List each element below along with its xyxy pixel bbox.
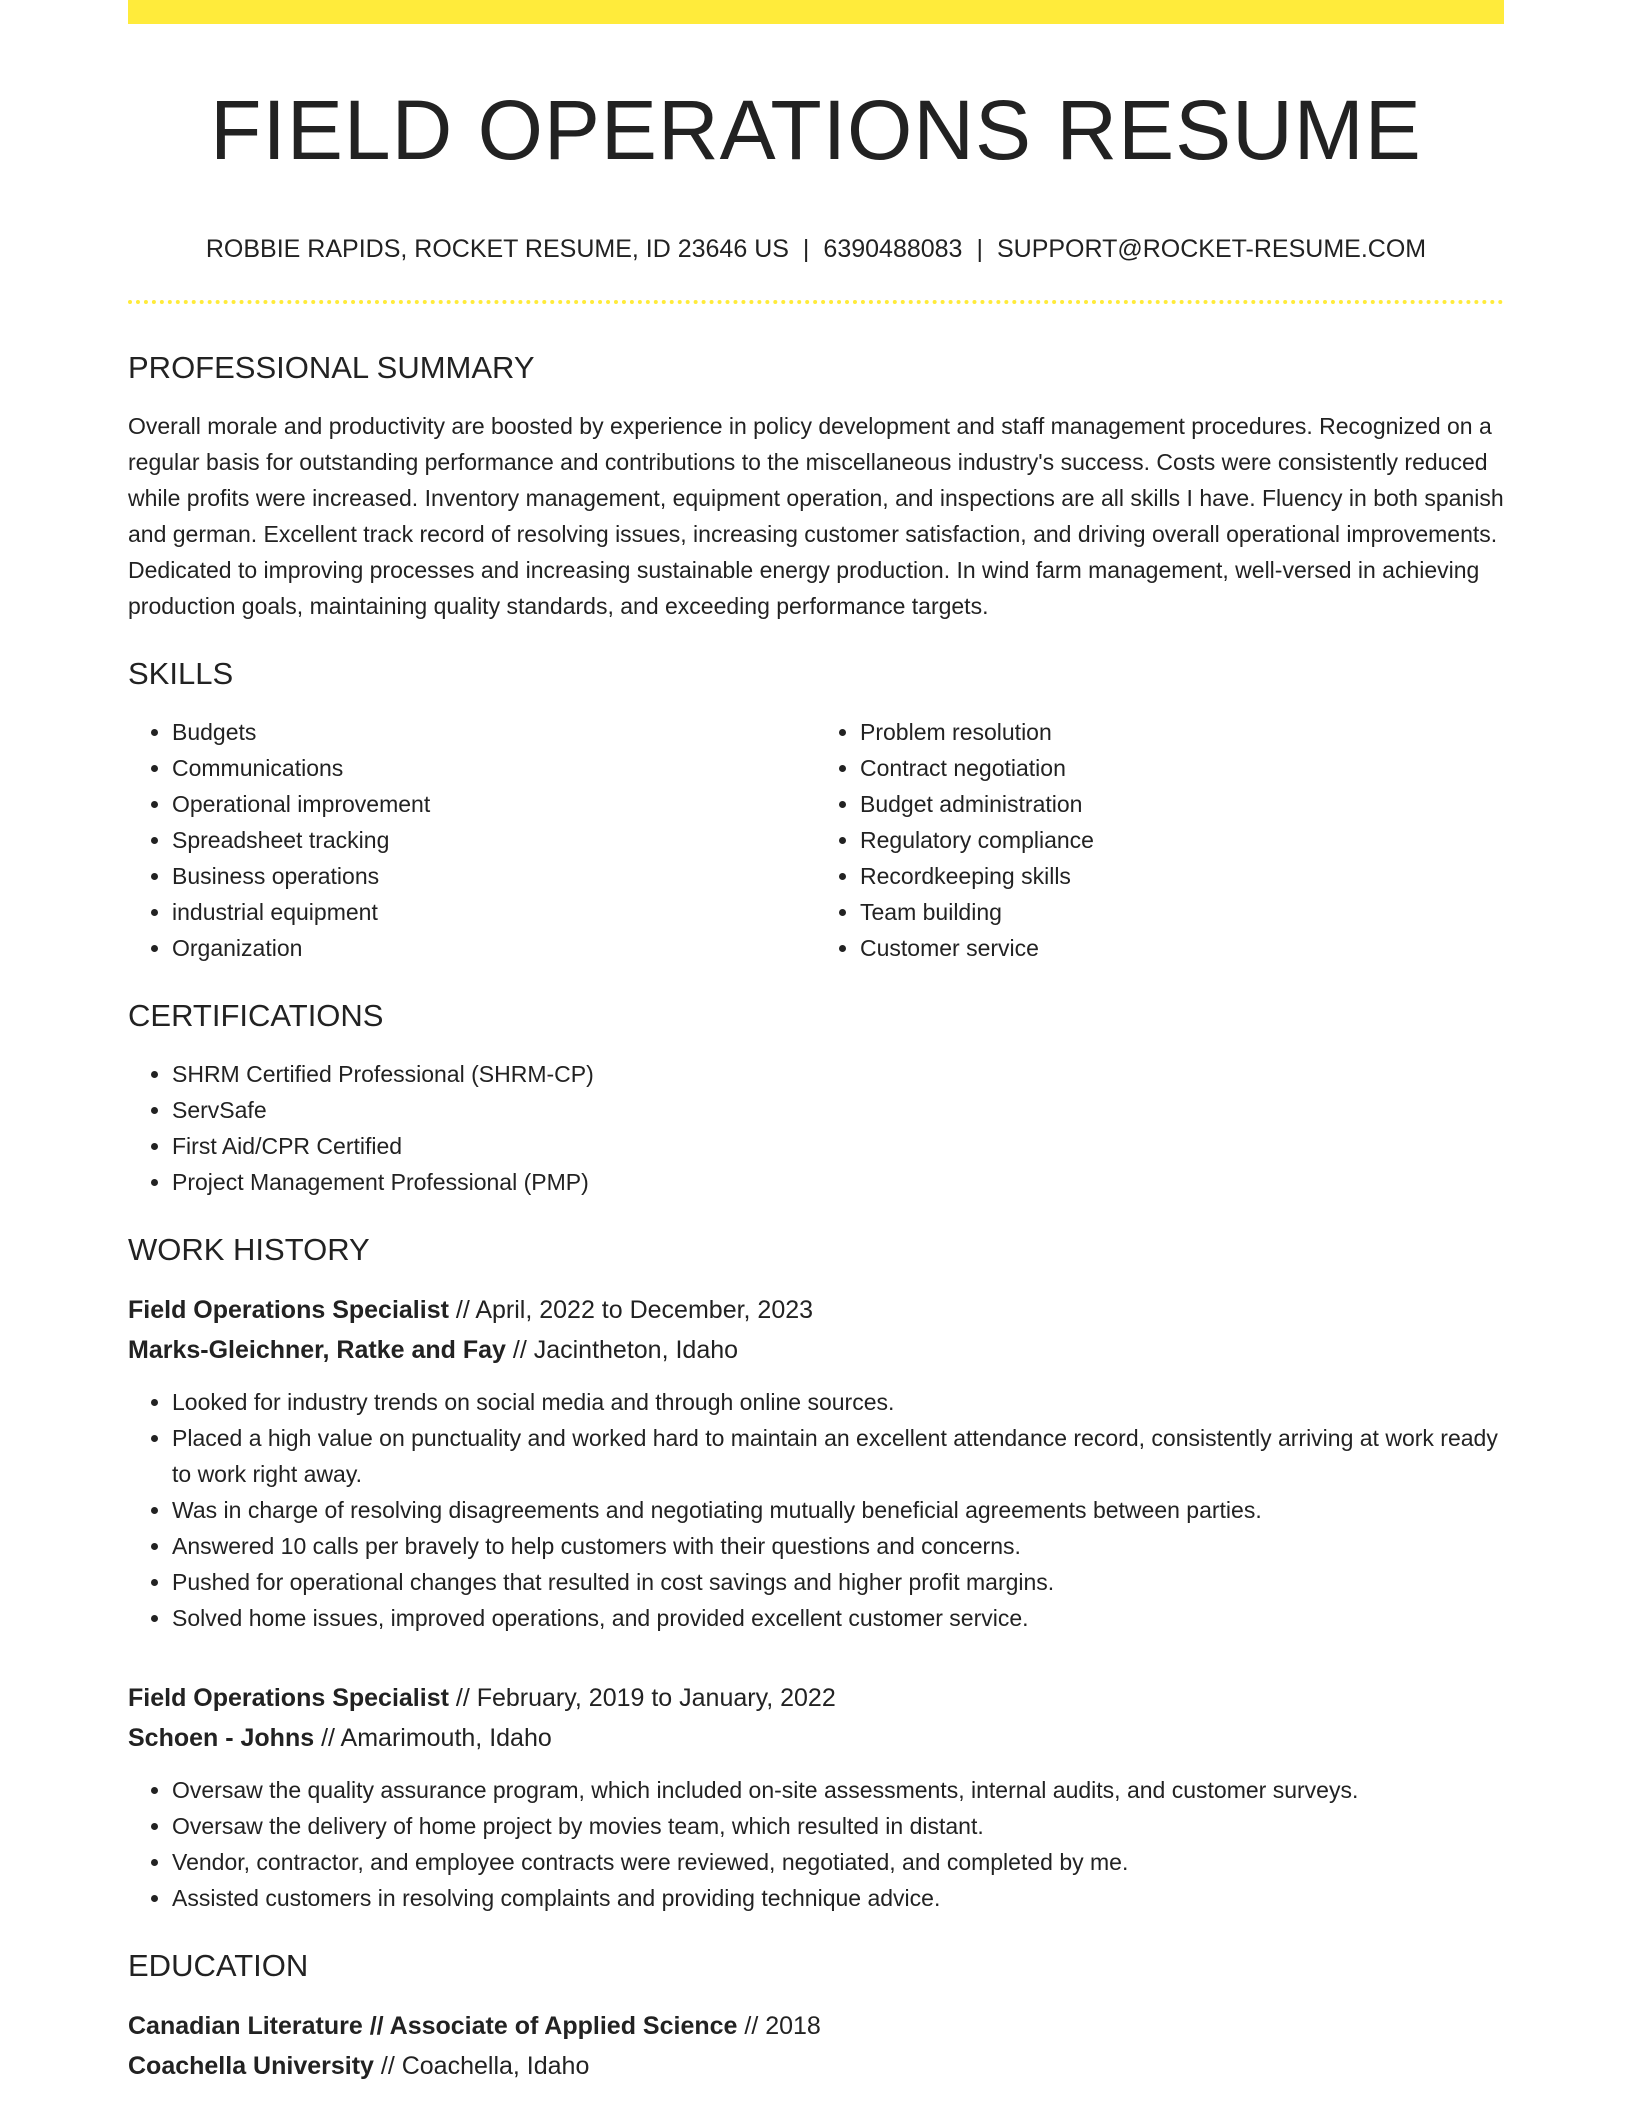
education-degree: Canadian Literature // Associate of Applied Science xyxy=(128,2012,738,2040)
skill-item: • Recordkeeping skills xyxy=(860,858,1504,894)
job-bullets xyxy=(128,1772,1504,1916)
education-school: Coachella University xyxy=(128,2052,374,2080)
work-history-heading: WORK HISTORY xyxy=(128,1232,370,1267)
education-heading: EDUCATION xyxy=(128,1948,309,1983)
job-entry xyxy=(128,1678,1504,1916)
job-bullets xyxy=(128,1384,1504,1636)
job-location: // Amarimouth, Idaho xyxy=(314,1724,552,1752)
skill-item: • Team building xyxy=(860,894,1504,930)
job-bullet: • Was in charge of resolving disagreements and negotiating mutually beneficial agreements between parties. xyxy=(172,1492,1504,1528)
contact-email: SUPPORT@ROCKET-RESUME.COM xyxy=(996,235,1427,263)
certifications-list xyxy=(128,1056,1504,1200)
job-dates: // April, 2022 to December, 2023 xyxy=(448,1296,814,1324)
job-location: // Jacintheton, Idaho xyxy=(505,1336,739,1364)
skills-columns xyxy=(128,714,1504,966)
job-title-line xyxy=(128,1678,1504,1718)
education-year: // 2018 xyxy=(737,2012,821,2040)
contact-separator: | xyxy=(802,235,810,263)
skill-item: • Customer service xyxy=(860,930,1504,966)
job-company-line xyxy=(128,1330,1504,1370)
job-bullet: • Vendor, contractor, and employee contracts were reviewed, negotiated, and completed by me. xyxy=(172,1844,1504,1880)
job-bullet: • Oversaw the delivery of home project by movies team, which resulted in distant. xyxy=(172,1808,1504,1844)
job-bullet: • Solved home issues, improved operations, and provided excellent customer service. xyxy=(172,1600,1504,1636)
education-location: // Coachella, Idaho xyxy=(373,2052,590,2080)
job-company-line xyxy=(128,1718,1504,1758)
certification-item: • First Aid/CPR Certified xyxy=(172,1128,1504,1164)
education-entry xyxy=(128,2006,1504,2086)
skill-item: • Communications xyxy=(172,750,816,786)
skill-item: • Budget administration xyxy=(860,786,1504,822)
certification-item: • SHRM Certified Professional (SHRM-CP) xyxy=(172,1056,1504,1092)
education-school-line xyxy=(128,2046,1504,2086)
skill-item: • Operational improvement xyxy=(172,786,816,822)
summary-heading: PROFESSIONAL SUMMARY xyxy=(128,350,535,385)
contact-line xyxy=(128,234,1504,264)
job-bullet: • Assisted customers in resolving complaints and providing technique advice. xyxy=(172,1880,1504,1916)
summary-section xyxy=(128,348,1504,624)
skill-item: • industrial equipment xyxy=(172,894,816,930)
job-bullet: • Answered 10 calls per bravely to help customers with their questions and concerns. xyxy=(172,1528,1504,1564)
job-entry xyxy=(128,1290,1504,1636)
skill-item: • Spreadsheet tracking xyxy=(172,822,816,858)
job-title-line xyxy=(128,1290,1504,1330)
job-bullet: • Pushed for operational changes that resulted in cost savings and higher profit margins. xyxy=(172,1564,1504,1600)
dotted-divider xyxy=(128,300,1504,304)
job-company: Schoen - Johns xyxy=(128,1724,315,1752)
skill-item: • Organization xyxy=(172,930,816,966)
summary-text: Overall morale and productivity are boosted by experience in policy development and staff management procedures. Recognized on a regular basis for outstanding performance and contributions to the miscellaneous industry's success. Costs were consistently reduced while profits were increased. Inventory management, equipment operation, and inspections are all skills I have. Fluency in both spanish and german. Excellent track record of resolving issues, increasing customer satisfaction, and driving overall operational improvements. Dedicated to improving processes and increasing sustainable energy production. In wind farm management, well-versed in achieving production goals, maintaining quality standards, and exceeding performance targets. xyxy=(128,413,1504,619)
contact-separator: | xyxy=(976,235,983,263)
job-bullet: • Placed a high value on punctuality and worked hard to maintain an excellent attendance record, consistently arriving at work ready to work right away. xyxy=(172,1420,1504,1492)
resume-content xyxy=(128,0,1504,2086)
skill-item: • Regulatory compliance xyxy=(860,822,1504,858)
education-section xyxy=(128,1946,1504,2086)
work-history-section xyxy=(128,1230,1504,1916)
resume-title: FIELD OPERATIONS RESUME xyxy=(210,83,1422,177)
certification-item: • ServSafe xyxy=(172,1092,1504,1128)
certifications-heading: CERTIFICATIONS xyxy=(128,998,384,1033)
education-degree-line xyxy=(128,2006,1504,2046)
skills-list-right xyxy=(816,714,1504,966)
job-company: Marks-Gleichner, Ratke and Fay xyxy=(128,1336,506,1364)
skill-item: • Contract negotiation xyxy=(860,750,1504,786)
certifications-section xyxy=(128,996,1504,1200)
skills-heading: SKILLS xyxy=(128,656,234,691)
job-title: Field Operations Specialist xyxy=(128,1684,449,1712)
skills-list-left xyxy=(128,714,816,966)
certification-item: • Project Management Professional (PMP) xyxy=(172,1164,1504,1200)
skill-item: • Business operations xyxy=(172,858,816,894)
job-dates: // February, 2019 to January, 2022 xyxy=(448,1684,836,1712)
skill-item: • Budgets xyxy=(172,714,816,750)
job-bullet: • Looked for industry trends on social media and through online sources. xyxy=(172,1384,1504,1420)
skills-section xyxy=(128,654,1504,966)
job-bullet: • Oversaw the quality assurance program, which included on-site assessments, internal audits, and customer surveys. xyxy=(172,1772,1504,1808)
job-title: Field Operations Specialist xyxy=(128,1296,449,1324)
skill-item: • Problem resolution xyxy=(860,714,1504,750)
contact-phone: 6390488083 xyxy=(823,235,963,263)
contact-address: ROBBIE RAPIDS, ROCKET RESUME, ID 23646 US xyxy=(205,235,789,263)
